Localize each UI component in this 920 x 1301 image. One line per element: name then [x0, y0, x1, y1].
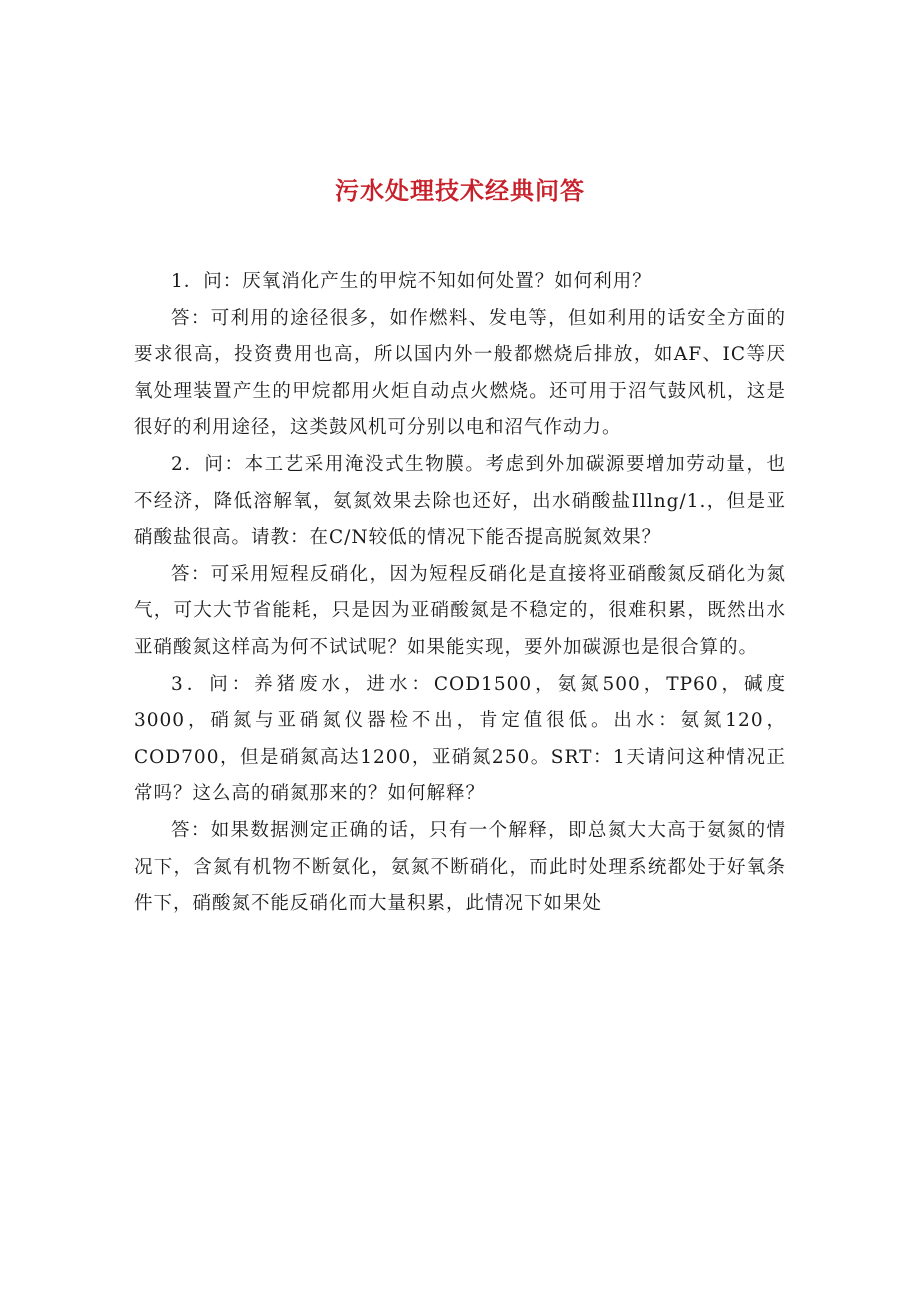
answer-1: 答：可利用的途径很多，如作燃料、发电等，但如利用的话安全方面的要求很高，投资费用也高，所以国内外一般都燃烧后排放，如AF、IC等厌氧处理装置产生的甲烷都用火炬自动点火燃烧。还可用于沼气鼓风机，这是很好的利用途径，这类鼓风机可分别以电和沼气作动力。 — [134, 307, 786, 439]
question-2: 2．问：本工艺采用淹没式生物膜。考虑到外加碳源要增加劳动量，也不经济，降低溶解氧，氨氮效果去除也还好，出水硝酸盐Illng/1.，但是亚硝酸盐很高。请教：在C/N较低的情况下能否提高脱氮效果？ — [134, 453, 786, 549]
document-body — [134, 264, 786, 923]
question-1: 1．问：厌氧消化产生的甲烷不知如何处置？如何利用？ — [171, 271, 652, 292]
question-3: 3．问：养猪废水，进水：COD1500，氨氮500，TP60，碱度3000，硝氮与亚硝氮仪器检不出，肯定值很低。出水：氨氮120，COD700，但是硝氮高达1200，亚硝氮250。SRT：1天请问这种情况正常吗？这么高的硝氮那来的？如何解释？ — [134, 673, 786, 805]
answer-3: 答：如果数据测定正确的话，只有一个解释，即总氮大大高于氨氮的情况下，含氮有机物不断氨化，氨氮不断硝化，而此时处理系统都处于好氧条件下，硝酸氮不能反硝化而大量积累，此情况下如果处 — [134, 819, 786, 915]
document-title: 污水处理技术经典问答 — [335, 176, 585, 205]
answer-2: 答：可采用短程反硝化，因为短程反硝化是直接将亚硝酸氮反硝化为氮气，可大大节省能耗，只是因为亚硝酸氮是不稳定的，很难积累，既然出水亚硝酸氮这样高为何不试试呢？如果能实现，要外加碳源也是很合算的。 — [134, 563, 786, 658]
